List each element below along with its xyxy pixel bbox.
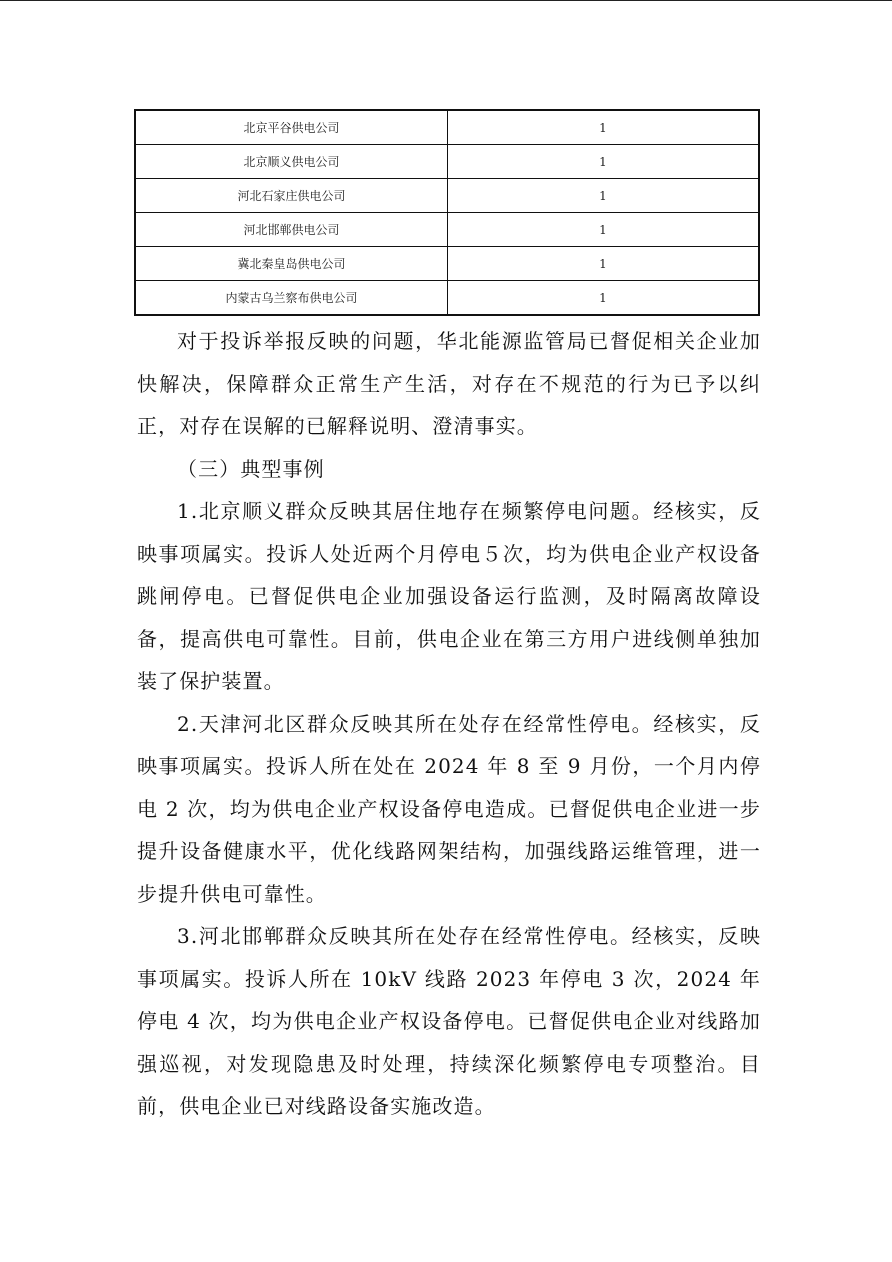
- body-text: [137, 320, 761, 1128]
- table-row: [135, 145, 759, 179]
- complaint-count-cell: 1: [448, 213, 760, 247]
- complaint-count-cell: 1: [448, 247, 760, 281]
- complaint-count-cell: 1: [448, 145, 760, 179]
- company-name-cell: 河北石家庄供电公司: [135, 179, 448, 213]
- complaint-count-cell: 1: [448, 110, 760, 145]
- case-paragraph-1: 1.北京顺义群众反映其居住地存在频繁停电问题。经核实，反映事项属实。投诉人处近两个月停电５次，均为供电企业产权设备跳闸停电。已督促供电企业加强设备运行监测，及时隔离故障设备，提高供电可靠性。目前，供电企业在第三方用户进线侧单独加装了保护装置。: [137, 499, 761, 693]
- company-name-cell: 北京顺义供电公司: [135, 145, 448, 179]
- company-name-cell: 内蒙古乌兰察布供电公司: [135, 281, 448, 316]
- section-heading: （三）典型事例: [177, 456, 325, 481]
- summary-paragraph: 对于投诉举报反映的问题，华北能源监管局已督促相关企业加快解决，保障群众正常生产生活，对存在不规范的行为已予以纠正，对存在误解的已解释说明、澄清事实。: [137, 329, 761, 438]
- company-name-cell: 河北邯郸供电公司: [135, 213, 448, 247]
- complaint-count-table: [134, 109, 760, 316]
- company-name-cell: 冀北秦皇岛供电公司: [135, 247, 448, 281]
- complaint-count-cell: 1: [448, 179, 760, 213]
- table-row: [135, 179, 759, 213]
- table-row: [135, 281, 759, 316]
- table-row: [135, 110, 759, 145]
- page-top-border: [0, 0, 892, 1]
- case-paragraph-3: 3.河北邯郸群众反映其所在处存在经常性停电。经核实，反映事项属实。投诉人所在 10kV 线路 2023 年停电 3 次，2024 年停电 4 次，均为供电企业产权设备停电。已督促供电企业对线路加强巡视，对发现隐患及时处理，持续深化频繁停电专项整治。目前，供电企业已对线路设备实施改造。: [137, 924, 761, 1118]
- table-row: [135, 213, 759, 247]
- complaint-count-cell: 1: [448, 281, 760, 316]
- table-row: [135, 247, 759, 281]
- company-name-cell: 北京平谷供电公司: [135, 110, 448, 145]
- case-paragraph-2: 2.天津河北区群众反映其所在处存在经常性停电。经核实，反映事项属实。投诉人所在处在 2024 年 8 至 9 月份，一个月内停电 2 次，均为供电企业产权设备停电造成。已督促供电企业进一步提升设备健康水平，优化线路网架结构，加强线路运维管理，进一步提升供电可靠性。: [137, 711, 761, 906]
